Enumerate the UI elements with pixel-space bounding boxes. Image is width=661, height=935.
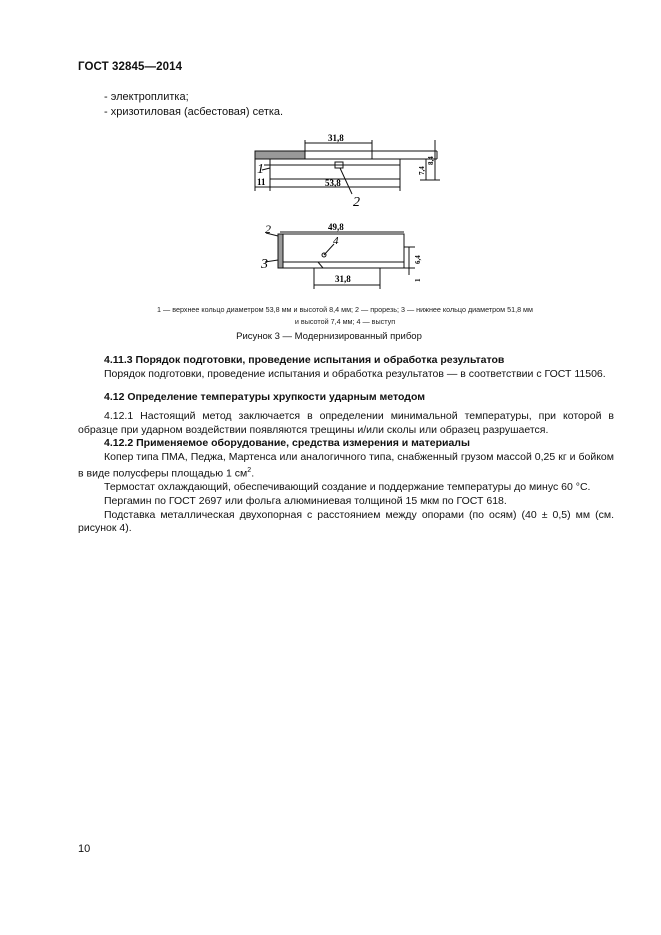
dim-lower-height: 6,4 bbox=[414, 255, 422, 264]
dim-lower-inner: 31,8 bbox=[335, 274, 351, 284]
paragraph: Термостат охлаждающий, обеспечивающий создание и поддержание температуры до минус 60 °С. bbox=[104, 481, 591, 494]
section-heading: 4.12 Определение температуры хрупкости ударным методом bbox=[104, 391, 425, 403]
dim-height-total: 8,4 bbox=[427, 156, 435, 165]
legend-line: и высотой 7,4 мм; 4 — выступ bbox=[294, 317, 396, 326]
label-lower-4: 4 bbox=[333, 235, 339, 247]
section-4-12 bbox=[78, 391, 614, 405]
dim-height-upper: 7,4 bbox=[418, 166, 426, 175]
dim-lower-step: 1 bbox=[414, 278, 422, 282]
equipment-text: Копер типа ПМА, Педжа, Мартенса или аналогичного типа, снабженный грузом массой 0,25 кг и бойком в виде полусферы площадью 1 см bbox=[78, 450, 614, 480]
figure-legend bbox=[96, 304, 594, 328]
list-item: - хризотиловая (асбестовая) сетка. bbox=[104, 106, 284, 118]
section-heading: 4.11.3 Порядок подготовки, проведение испытания и обработка результатов bbox=[104, 354, 505, 366]
paragraph: Подставка металлическая двухопорная с расстоянием между опорами (по осям) (40 ± 0,5) мм (см. рисунок 4). bbox=[78, 508, 614, 535]
paragraph: 4.12.1 Настоящий метод заключается в определении минимальной температуры, при которой в образце при ударном воздействии появляются трещины и/или сколы или образец разрушается. bbox=[78, 410, 614, 436]
section-heading: 4.12.2 Применяемое оборудование, средства измерения и материалы bbox=[104, 437, 470, 450]
paragraph bbox=[78, 451, 614, 482]
label-lower-2: 2 bbox=[265, 222, 271, 236]
dim-ring-diameter: 53,8 bbox=[325, 178, 341, 188]
list-item: - электроплитка; bbox=[104, 91, 189, 103]
label-lower-3: 3 bbox=[261, 257, 268, 272]
section-4-12-1 bbox=[78, 410, 614, 536]
dim-top-width: 31,8 bbox=[328, 133, 344, 143]
figure-caption: Рисунок 3 — Модернизированный прибор bbox=[236, 331, 422, 342]
document-header: ГОСТ 32845—2014 bbox=[78, 61, 183, 73]
label-1: 1 bbox=[257, 162, 264, 177]
dim-lower-width: 49,8 bbox=[328, 222, 344, 232]
label-2: 2 bbox=[353, 195, 360, 210]
legend-line: 1 — верхнее кольцо диаметром 53,8 мм и высотой 8,4 мм; 2 — прорезь; 3 — нижнее кольцо диаметром 51,8 мм bbox=[157, 305, 533, 314]
upper-ring-drawing bbox=[255, 140, 440, 194]
dim-left-offset: 11 bbox=[257, 177, 266, 187]
superscript: 2 bbox=[247, 467, 252, 475]
paragraph: Порядок подготовки, проведение испытания и обработка результатов — в соответствии с ГОСТ 11506. bbox=[104, 367, 606, 380]
paragraph: Пергамин по ГОСТ 2697 или фольга алюминиевая толщиной 15 мкм по ГОСТ 618. bbox=[104, 495, 507, 508]
section-4-11-3 bbox=[78, 354, 614, 381]
equipment-text-end: . bbox=[251, 467, 255, 480]
figure-3-drawing bbox=[0, 0, 661, 300]
page-number: 10 bbox=[78, 843, 91, 855]
